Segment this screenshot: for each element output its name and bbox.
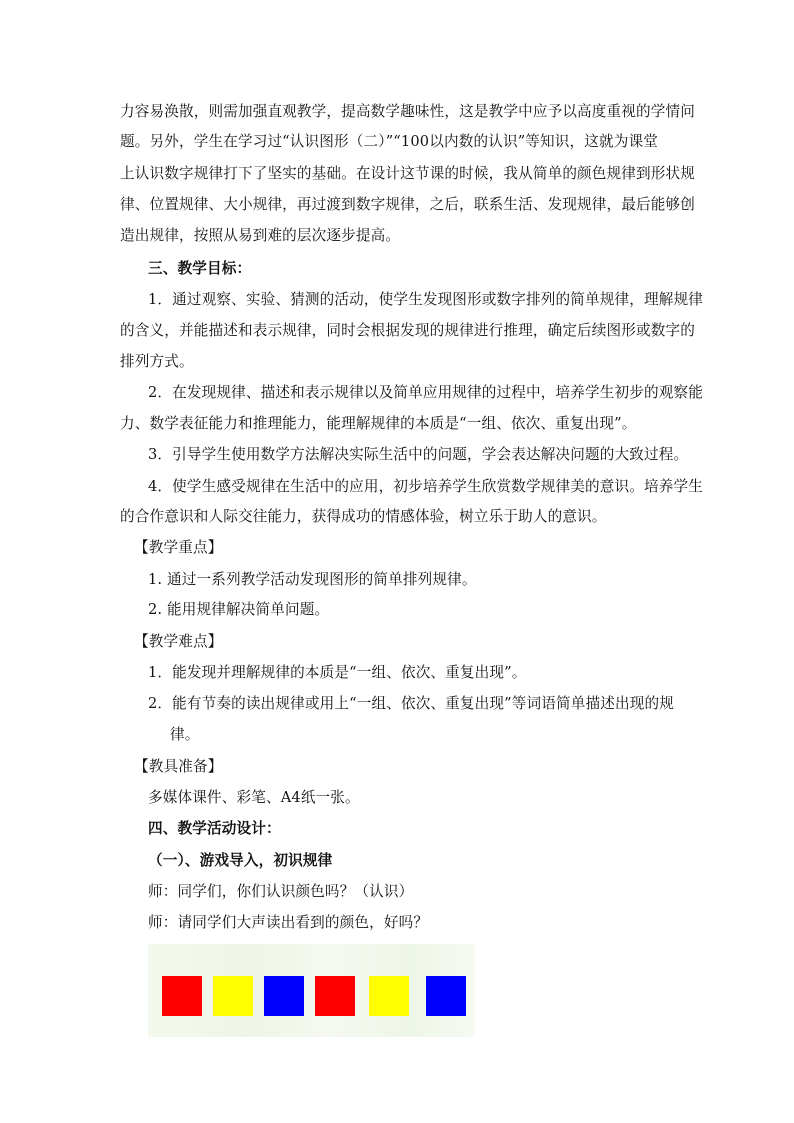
goal-1-line: 1．通过观察、实验、猜测的活动，使学生发现图形或数字排列的简单规律，理解规律 (148, 291, 703, 308)
key-point-2: 2. 能用规律解决简单问题。 (148, 601, 330, 618)
goal-1-line: 的含义，并能描述和表示规律，同时会根据发现的规律进行推理，确定后续图形或数字的 (120, 322, 696, 339)
teacher-line-2: 师：请同学们大声读出看到的颜色，好吗？ (148, 914, 429, 931)
difficulty-1: 1．能发现并理解规律的本质是“一组、依次、重复出现”。 (148, 664, 527, 681)
goal-2-line: 2．在发现规律、描述和表示规律以及简单应用规律的过程中，培养学生初步的观察能 (148, 384, 703, 401)
difficulties-heading: 【教学难点】 (134, 633, 223, 650)
color-pattern-figure (148, 944, 475, 1037)
color-square (213, 976, 253, 1016)
goal-2-line: 力、数学表征能力和推理能力，能理解规律的本质是“一组、依次、重复出现”。 (120, 415, 637, 432)
materials-heading: 【教具准备】 (134, 758, 223, 775)
goal-3-line: 3．引导学生使用数学方法解决实际生活中的问题，学会表达解决问题的大致过程。 (148, 446, 689, 463)
teacher-line-1: 师：同学们，你们认识颜色吗？（认识） (148, 883, 414, 900)
paragraph-line: 题。另外，学生在学习过“认识图形（二）”“100以内数的认识”等知识，这就为课堂 (120, 133, 658, 150)
goal-4-line: 的合作意识和人际交往能力，获得成功的情感体验，树立乐于助人的意识。 (120, 508, 607, 525)
difficulty-2: 2．能有节奏的读出规律或用上“一组、依次、重复出现”等词语简单描述出现的规 (148, 695, 674, 712)
goal-1-line: 排列方式。 (120, 353, 194, 370)
color-square (426, 976, 466, 1016)
color-square (264, 976, 304, 1016)
paragraph-line: 造出规律，按照从易到难的层次逐步提高。 (120, 227, 401, 244)
goal-4-line: 4．使学生感受规律在生活中的应用，初步培养学生欣赏数学规律美的意识。培养学生 (148, 478, 703, 495)
color-square (162, 976, 202, 1016)
color-square (315, 976, 355, 1016)
materials-text: 多媒体课件、彩笔、A4纸一张。 (148, 789, 360, 806)
paragraph-line: 力容易涣散，则需加强直观教学，提高数学趣味性，这是教学中应予以高度重视的学情问 (120, 103, 696, 120)
subsection-heading: （一）、游戏导入，初识规律 (148, 852, 333, 869)
difficulty-2-continued: 律。 (170, 726, 200, 743)
key-point-1: 1. 通过一系列教学活动发现图形的简单排列规律。 (148, 571, 477, 588)
section-heading-goals: 三、教学目标： (148, 260, 252, 277)
key-points-heading: 【教学重点】 (134, 539, 223, 556)
color-square (369, 976, 409, 1016)
paragraph-line: 上认识数字规律打下了坚实的基础。在设计这节课的时候，我从简单的颜色规律到形状规 (120, 165, 696, 182)
section-heading-activities: 四、教学活动设计： (148, 820, 281, 837)
paragraph-line: 律、位置规律、大小规律，再过渡到数字规律，之后，联系生活、发现规律，最后能够创 (120, 196, 696, 213)
